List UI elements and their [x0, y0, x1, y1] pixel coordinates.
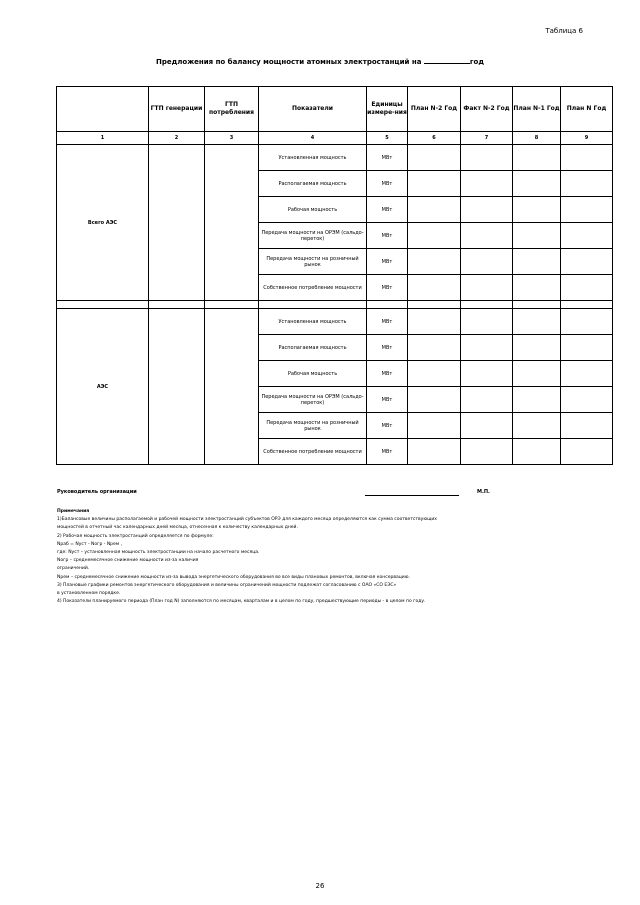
- unit-cell: МВт: [367, 171, 408, 197]
- note-line: ограничений.: [57, 566, 90, 572]
- unit-cell: МВт: [367, 361, 408, 387]
- note-line: Nраб = Nуст - Nогр - Nрем ,: [57, 541, 123, 547]
- value-cell[interactable]: [513, 361, 561, 387]
- separator-cell: [259, 301, 367, 309]
- indicator-cell: Рабочая мощность: [259, 197, 367, 223]
- value-cell[interactable]: [561, 309, 613, 335]
- column-number: 1: [57, 132, 149, 145]
- column-number-row: [57, 132, 613, 145]
- page-number: 26: [315, 882, 325, 890]
- power-balance-table: [56, 86, 613, 465]
- value-cell[interactable]: [561, 249, 613, 275]
- separator-cell: [408, 301, 461, 309]
- separator-row: [57, 301, 613, 309]
- indicator-cell: Передача мощности на ОРЭМ (сальдо-переток): [259, 223, 367, 249]
- note-line: 2) Рабочая мощность электростанций определяется по формуле:: [57, 533, 214, 539]
- page-title: [0, 57, 640, 66]
- title-suffix: год: [469, 58, 484, 66]
- value-cell[interactable]: [561, 145, 613, 171]
- value-cell[interactable]: [561, 171, 613, 197]
- header-cell: ГТП потребления: [205, 87, 259, 132]
- value-cell[interactable]: [408, 413, 461, 439]
- indicator-cell: Располагаемая мощность: [259, 171, 367, 197]
- value-cell[interactable]: [461, 223, 513, 249]
- unit-cell: МВт: [367, 223, 408, 249]
- value-cell[interactable]: [513, 439, 561, 465]
- note-line: 4) Показатели планируемого периода (План год N) заполняются по месяцам, кварталам и в целом по году, предшествующие периоды - в целом по году.: [57, 599, 426, 605]
- indicator-cell: Располагаемая мощность: [259, 335, 367, 361]
- value-cell[interactable]: [408, 145, 461, 171]
- column-number: 7: [461, 132, 513, 145]
- value-cell[interactable]: [461, 413, 513, 439]
- table-label: Таблица 6: [545, 27, 583, 35]
- header-cell: Факт N-2 Год: [461, 87, 513, 132]
- value-cell[interactable]: [408, 387, 461, 413]
- value-cell[interactable]: [461, 275, 513, 301]
- indicator-cell: Установленная мощность: [259, 309, 367, 335]
- value-cell[interactable]: [408, 439, 461, 465]
- value-cell[interactable]: [513, 197, 561, 223]
- value-cell[interactable]: [513, 413, 561, 439]
- value-cell[interactable]: [408, 223, 461, 249]
- value-cell[interactable]: [513, 335, 561, 361]
- separator-cell: [149, 301, 205, 309]
- gtp-generation-cell[interactable]: [149, 309, 205, 465]
- indicator-cell: Передача мощности на розничный рынок: [259, 249, 367, 275]
- title-prefix: Предложения по балансу мощности атомных электростанций на: [156, 58, 422, 66]
- indicator-cell: Установленная мощность: [259, 145, 367, 171]
- notes-section: [57, 508, 557, 606]
- year-blank-line: [424, 57, 470, 64]
- value-cell[interactable]: [513, 145, 561, 171]
- value-cell[interactable]: [408, 361, 461, 387]
- unit-cell: МВт: [367, 309, 408, 335]
- unit-cell: МВт: [367, 439, 408, 465]
- value-cell[interactable]: [513, 309, 561, 335]
- table-row: [57, 145, 613, 171]
- header-row: [57, 87, 613, 132]
- header-cell: Единицы измере-ния: [367, 87, 408, 132]
- note-line: 3) Плановые графики ремонтов энергетического оборудования и величины ограничений мощности подлежат согласованию с ОАО «СО ЕЭС»: [57, 582, 397, 588]
- column-number: 4: [259, 132, 367, 145]
- separator-cell: [461, 301, 513, 309]
- separator-cell: [57, 301, 149, 309]
- value-cell[interactable]: [461, 197, 513, 223]
- separator-cell: [367, 301, 408, 309]
- note-line: Nрем – среднемесячное снижение мощности из-за вывода энергетического оборудования во все виды плановых ремонтов, включая консервацию.: [57, 574, 410, 580]
- column-number: 2: [149, 132, 205, 145]
- group-label: Всего АЭС: [57, 145, 149, 301]
- indicator-cell: Рабочая мощность: [259, 361, 367, 387]
- unit-cell: МВт: [367, 145, 408, 171]
- stamp-label: М.П.: [477, 489, 490, 495]
- column-number: 3: [205, 132, 259, 145]
- value-cell[interactable]: [408, 309, 461, 335]
- group-label: АЭС: [57, 309, 149, 465]
- indicator-cell: Передача мощности на розничный рынок: [259, 413, 367, 439]
- value-cell[interactable]: [461, 171, 513, 197]
- separator-cell: [513, 301, 561, 309]
- column-number: 5: [367, 132, 408, 145]
- value-cell[interactable]: [408, 171, 461, 197]
- indicator-cell: Собственное потребление мощности: [259, 275, 367, 301]
- signature-block: [57, 489, 537, 495]
- value-cell[interactable]: [561, 387, 613, 413]
- unit-cell: МВт: [367, 197, 408, 223]
- note-line: мощностей в отчетный час календарных дней месяца, отнесенная к количеству календарных дней.: [57, 525, 298, 531]
- value-cell[interactable]: [513, 223, 561, 249]
- value-cell[interactable]: [513, 387, 561, 413]
- signature-label: Руководитель организации: [57, 489, 137, 495]
- unit-cell: МВт: [367, 275, 408, 301]
- value-cell[interactable]: [561, 275, 613, 301]
- header-cell: Показатели: [259, 87, 367, 132]
- gtp-consumption-cell[interactable]: [205, 309, 259, 465]
- unit-cell: МВт: [367, 387, 408, 413]
- gtp-generation-cell[interactable]: [149, 145, 205, 301]
- header-cell: ГТП генерации: [149, 87, 205, 132]
- header-cell: План N-1 Год: [513, 87, 561, 132]
- value-cell[interactable]: [461, 387, 513, 413]
- table-row: [57, 309, 613, 335]
- value-cell[interactable]: [408, 335, 461, 361]
- value-cell[interactable]: [408, 249, 461, 275]
- separator-cell: [205, 301, 259, 309]
- value-cell[interactable]: [408, 275, 461, 301]
- value-cell[interactable]: [461, 335, 513, 361]
- value-cell[interactable]: [561, 439, 613, 465]
- value-cell[interactable]: [513, 171, 561, 197]
- value-cell[interactable]: [461, 361, 513, 387]
- column-number: 9: [561, 132, 613, 145]
- header-cell: План N Год: [561, 87, 613, 132]
- unit-cell: МВт: [367, 413, 408, 439]
- signature-line[interactable]: [365, 495, 459, 496]
- value-cell[interactable]: [461, 439, 513, 465]
- indicator-cell: Передача мощности на ОРЭМ (сальдо-переток): [259, 387, 367, 413]
- value-cell[interactable]: [408, 197, 461, 223]
- value-cell[interactable]: [561, 223, 613, 249]
- separator-cell: [561, 301, 613, 309]
- column-number: 6: [408, 132, 461, 145]
- value-cell[interactable]: [561, 413, 613, 439]
- header-cell: План N-2 Год: [408, 87, 461, 132]
- note-line: где: Nуст – установленная мощность электростанции на начало расчетного месяца.: [57, 550, 260, 556]
- indicator-cell: Собственное потребление мощности: [259, 439, 367, 465]
- note-line: 1)Балансовые величины располагаемой и рабочей мощности электростанций субъектов ОРЭ для каждого месяца определяются как сумма соответствующих: [57, 517, 437, 523]
- value-cell[interactable]: [561, 335, 613, 361]
- column-number: 8: [513, 132, 561, 145]
- unit-cell: МВт: [367, 335, 408, 361]
- value-cell[interactable]: [561, 197, 613, 223]
- value-cell[interactable]: [561, 361, 613, 387]
- header-cell: [57, 87, 149, 132]
- value-cell[interactable]: [513, 249, 561, 275]
- unit-cell: МВт: [367, 249, 408, 275]
- value-cell[interactable]: [513, 275, 561, 301]
- value-cell[interactable]: [461, 145, 513, 171]
- note-line: Nогр – среднемесячное снижение мощности из-за наличия: [57, 558, 199, 564]
- value-cell[interactable]: [461, 249, 513, 275]
- notes-heading: Примечания: [57, 509, 90, 514]
- gtp-consumption-cell[interactable]: [205, 145, 259, 301]
- note-line: в установленном порядке.: [57, 591, 121, 597]
- value-cell[interactable]: [461, 309, 513, 335]
